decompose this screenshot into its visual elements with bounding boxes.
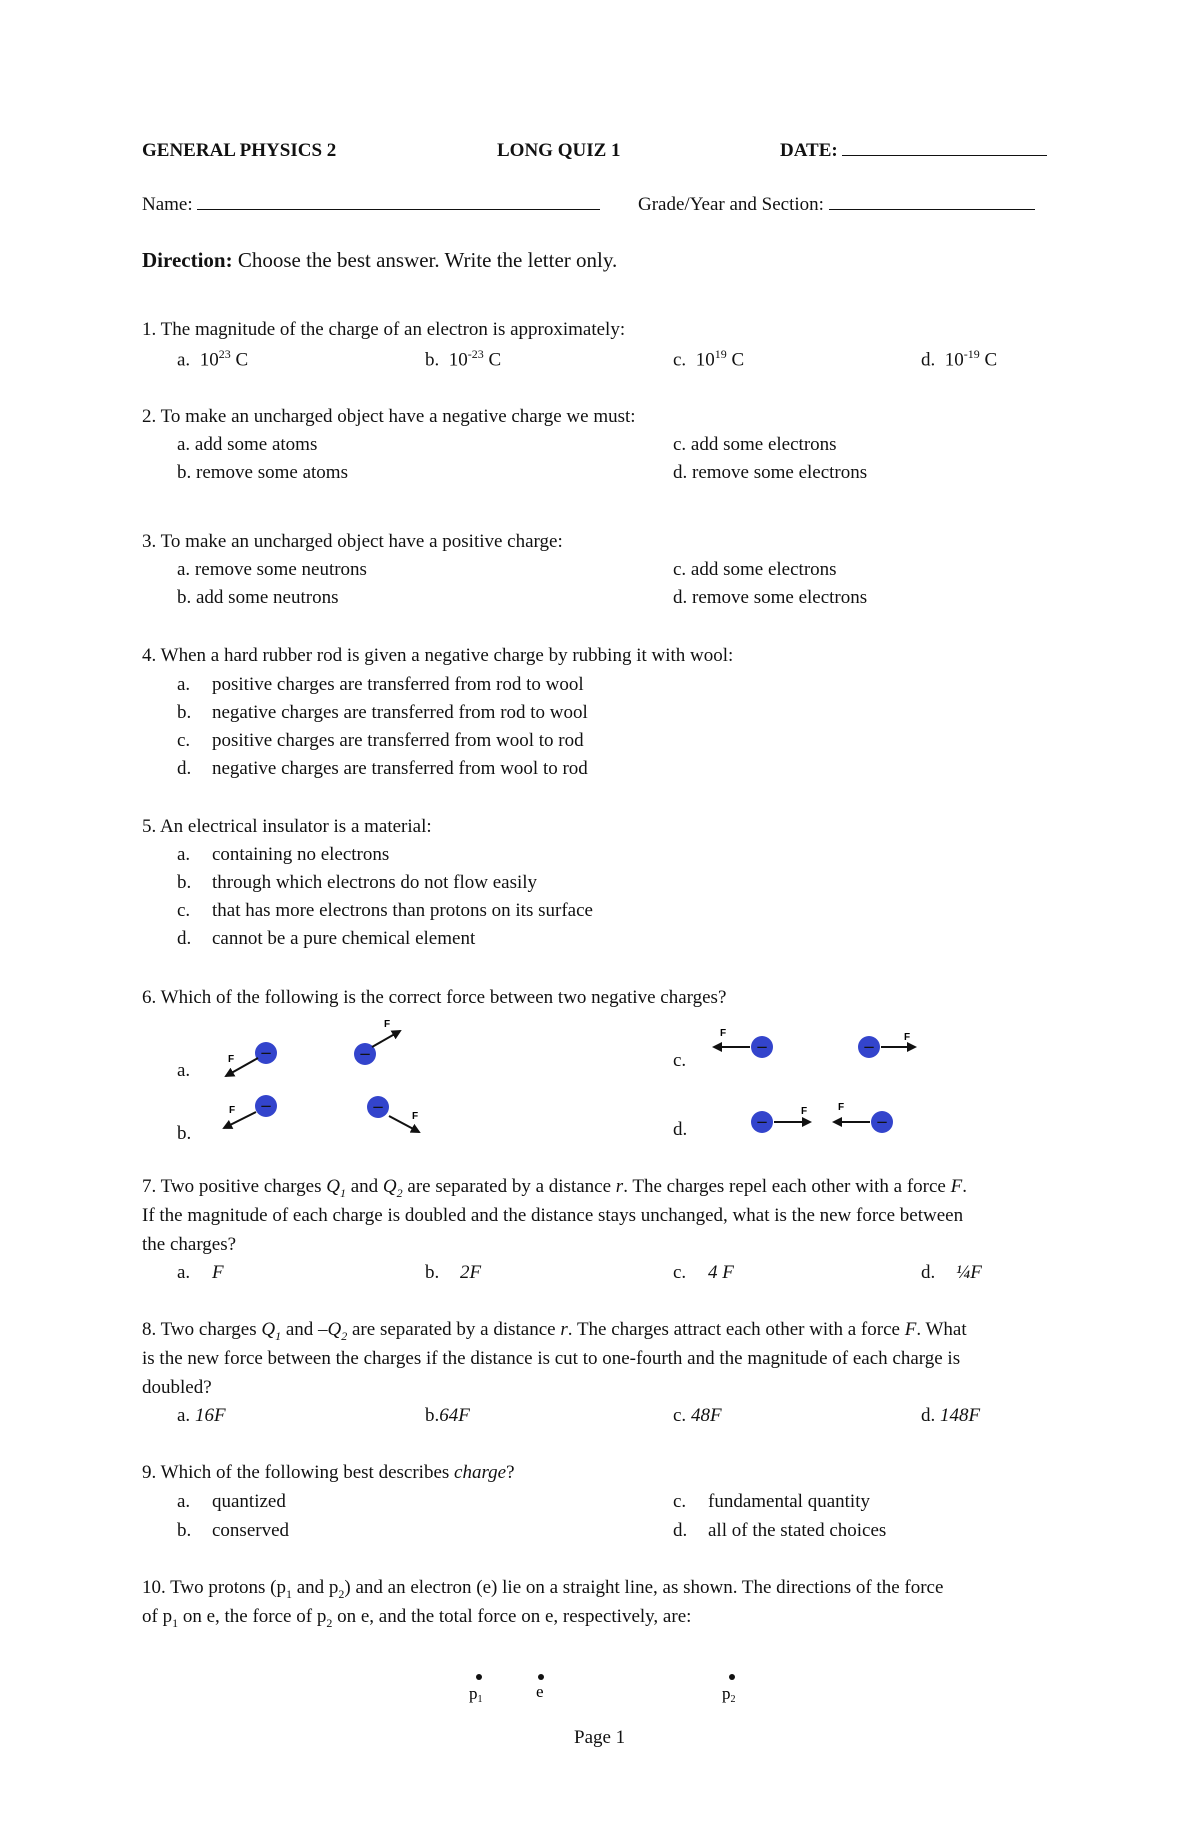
e-label: e (536, 1682, 544, 1701)
q7-option-b: b. 2F (425, 1262, 482, 1283)
charge-sign: − (862, 1038, 876, 1056)
q1-stem: 1. The magnitude of the charge of an electron is approximately: (142, 319, 626, 340)
q8-option-b: b.64F (425, 1405, 470, 1426)
q8-option-d: d. 148F (921, 1405, 981, 1426)
q1-option-d: d. $10^{-19}$ C (921, 347, 998, 371)
charge-sign: − (875, 1113, 889, 1131)
q9-stem: 9. Which of the following best describes charge? (142, 1462, 515, 1483)
proton-p1-dot (476, 1674, 482, 1680)
force-label: F (838, 1102, 845, 1113)
q8-option-c: c. 48F (673, 1405, 722, 1426)
q4-option-c: c. positive charges are transferred from wool to rod (177, 730, 584, 751)
date-label: DATE: (780, 140, 838, 161)
q8-line3: doubled? (142, 1377, 212, 1398)
q6-option-a-letter: a. (177, 1060, 191, 1081)
q2-option-c: c. add some electrons (673, 434, 837, 455)
q6-stem: 6. Which of the following is the correct force between two negative charges? (142, 987, 727, 1008)
proton-p2-dot (729, 1674, 735, 1680)
charge-sign: − (755, 1113, 769, 1131)
force-label: F (904, 1032, 911, 1043)
q10-line2: of $p_1$ on e, the force of $p_2$ on e, and the total force on e, respectively, are: (142, 1606, 692, 1630)
force-label: F (720, 1028, 727, 1039)
q3-option-a: a. remove some neutrons (177, 559, 367, 580)
quiz-title: LONG QUIZ 1 (497, 140, 621, 161)
q4-stem: 4. When a hard rubber rod is given a negative charge by rubbing it with wool: (142, 645, 734, 666)
charge-sign: − (259, 1044, 273, 1062)
q5-option-a: a. containing no electrons (177, 844, 390, 865)
force-label: F (229, 1105, 236, 1116)
q7-option-a: a. F (177, 1262, 224, 1283)
q5-option-d: d. cannot be a pure chemical element (177, 928, 476, 949)
q7-option-c: c. 4 F (673, 1262, 734, 1283)
q3-option-d: d. remove some electrons (673, 587, 868, 608)
charge-sign: − (259, 1097, 273, 1115)
q1-option-a: a. $10^{23}$ C (177, 347, 249, 371)
q5-stem: 5. An electrical insulator is a material: (142, 816, 432, 837)
force-label: F (228, 1054, 235, 1065)
charge-sign: − (358, 1045, 372, 1063)
q5-option-c: c. that has more electrons than protons on its surface (177, 900, 593, 921)
q9-option-a: a. quantized (177, 1491, 286, 1512)
q2-option-a: a. add some atoms (177, 434, 318, 455)
page-number: Page 1 (574, 1727, 626, 1748)
q9-option-d: d. all of the stated choices (673, 1520, 887, 1541)
p1-label: p1 (469, 1684, 483, 1705)
q7-line3: the charges? (142, 1234, 237, 1255)
q4-option-b: b. negative charges are transferred from rod to wool (177, 702, 588, 723)
direction-label: Direction: (142, 248, 233, 272)
q3-option-b: b. add some neutrons (177, 587, 339, 608)
force-label: F (412, 1111, 419, 1122)
q3-stem: 3. To make an uncharged object have a positive charge: (142, 531, 563, 552)
q7-line2: If the magnitude of each charge is doubled and the distance stays unchanged, what is the new force between (142, 1205, 964, 1226)
p2-label: p2 (722, 1684, 736, 1705)
q7-option-d: d. ¼F (921, 1262, 982, 1283)
q8-option-a: a. 16F (177, 1405, 226, 1426)
q5-option-b: b. through which electrons do not flow easily (177, 872, 538, 893)
force-label: F (801, 1106, 808, 1117)
q9-option-c: c. fundamental quantity (673, 1491, 870, 1512)
q2-option-d: d. remove some electrons (673, 462, 868, 483)
charge-sign: − (755, 1038, 769, 1056)
quiz-subject: GENERAL PHYSICS 2 (142, 140, 337, 161)
q8-line2: is the new force between the charges if the distance is cut to one-fourth and the magnitude of each charge is (142, 1348, 961, 1369)
q6-option-c-letter: c. (673, 1050, 687, 1071)
q10-line1: 10. Two protons ($p_1$ and $p_2$) and an electron (e) lie on a straight line, as shown. The directions of the force (142, 1577, 944, 1601)
q4-option-a: a. positive charges are transferred from rod to wool (177, 674, 584, 695)
q2-option-b: b. remove some atoms (177, 462, 348, 483)
charge-sign: − (371, 1098, 385, 1116)
q1-option-c: c. $10^{19}$ C (673, 347, 745, 371)
electron-dot (538, 1674, 544, 1680)
q7-line1: 7. Two positive charges $Q_1$ and $Q_2$ are separated by a distance r. The charges repel each other with a force F. (142, 1176, 967, 1200)
direction-text: Choose the best answer. Write the letter only. (232, 248, 618, 272)
force-label: F (384, 1019, 391, 1030)
q6-option-b-letter: b. (177, 1123, 192, 1144)
q8-line1: 8. Two charges $Q_1$ and $-Q_2$ are separated by a distance r. The charges attract each other with a force F. What (142, 1319, 967, 1343)
q6-option-d-letter: d. (673, 1119, 688, 1140)
name-label: Name: (142, 194, 193, 215)
q1-option-b: b. $10^{-23}$ C (425, 347, 502, 371)
q4-option-d: d. negative charges are transferred from wool to rod (177, 758, 588, 779)
q9-option-b: b. conserved (177, 1520, 290, 1541)
q3-option-c: c. add some electrons (673, 559, 837, 580)
q2-stem: 2. To make an uncharged object have a negative charge we must: (142, 406, 636, 427)
grade-label: Grade/Year and Section: (638, 194, 824, 215)
